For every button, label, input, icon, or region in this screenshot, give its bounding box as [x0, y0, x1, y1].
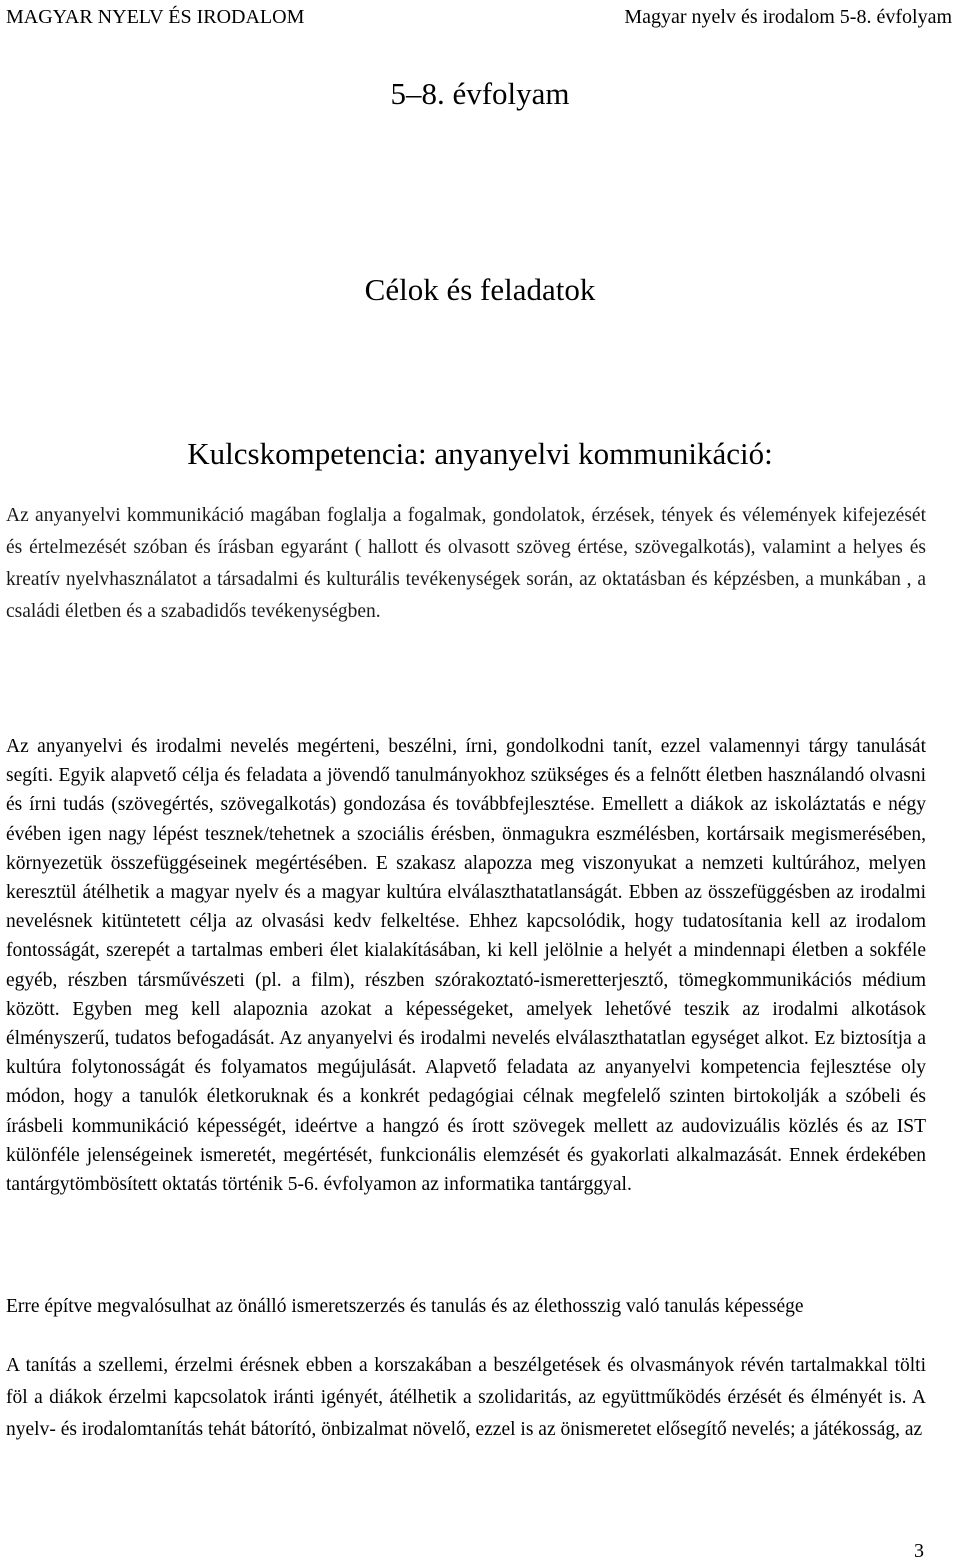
grade-heading: 5–8. évfolyam: [390, 76, 570, 111]
paragraph-teaching-emotional: A tanítás a szellemi, érzelmi érésnek ebben a korszakában a beszélgetések és olvasmányok révén tartalmakkal tölti föl a diákok érzelmi kapcsolatok iránti igényét, átélhetik a szolidaritás, az együttműködés érzését és élményét is. A nyelv- és irodalomtanítás tehát bátorító, önbizalmat növelő, ezzel is az önismeretet elősegítő nevelés; a játékosság, az: [6, 1355, 926, 1440]
competence-heading: Kulcskompetencia: anyanyelvi kommunikáció:: [187, 436, 773, 471]
paragraph-lifelong-learning: Erre építve megvalósulhat az önálló ismeretszerzés és tanulás és az élethosszig való tanulás képessége: [6, 1296, 804, 1317]
paragraph-communication-definition: Az anyanyelvi kommunikáció magában foglalja a fogalmak, gondolatok, érzések, tények és vélemények kifejezését és értelmezését szóban és írásban egyaránt ( hallott és olvasott szöveg értése, szövegalkotás), valamint a helyes és kreatív nyelvhasználatot a társadalmi és kulturális tevékenységek során, az oktatásban és képzésben, a munkában , a családi életben és a szabadidős tevékenységben.: [6, 505, 926, 622]
goals-heading: Célok és feladatok: [364, 272, 596, 307]
page-header: [6, 4, 952, 30]
page-number: 3: [914, 1540, 924, 1562]
header-subject-right: Magyar nyelv és irodalom 5-8. évfolyam: [624, 6, 952, 28]
header-subject-left: MAGYAR NYELV ÉS IRODALOM: [6, 6, 305, 28]
paragraph-education-goals: Az anyanyelvi és irodalmi nevelés megérteni, beszélni, írni, gondolkodni tanít, ezzel valamennyi tárgy tanulását segíti. Egyik alapvető célja és feladata a jövendő tanulmányokhoz szükséges és a felnőtt életben használandó olvasni és írni tudás (szövegértés, szövegalkotás) gondozása és továbbfejlesztése. Emellett a diákok az iskoláztatás e négy évében igen nagy lépést tesznek/tehetnek a szociális érésben, önmagukra eszmélésben, kortársaik megismerésében, környezetük összefüggéseinek megértésében. E szakasz alapozza meg viszonyukat a nemzeti kultúrához, melyen keresztül átélhetik a magyar nyelv és a magyar kultúra elválaszthatatlanságát. Ebben az összefüggésben az irodalmi nevelésnek kitüntetett célja az olvasási kedv felkeltése. Ehhez kapcsolódik, hogy tudatosítania kell az irodalom fontosságát, szerepét a tartalmas emberi élet kialakításában, ki kell jelölnie a helyét a mindennapi életben a sokféle egyéb, részben társművészeti (pl. a film), részben szórakoztató-ismeretterjesztő, tömegkommunikációs médium között. Egyben meg kell alapoznia azokat a képességeket, amelyek lehetővé teszik az irodalmi alkotások élményszerű, tudatos befogadását. Az anyanyelvi és irodalmi nevelés elválaszthatatlan egységet alkot. Ez biztosítja a kultúra folytonosságát és folyamatos megújulását. Alapvető feladata az anyanyelvi kompetencia fejlesztése oly módon, hogy a tanulók életkoruknak és a konkrét pedagógiai célnak megfelelő szinten birtokolják a szóbeli és írásbeli kommunikáció képességét, ideértve a hangzó és írott szövegek mellett az audovizuális közlés és az IST különféle jelenségeinek ismeretét, megértését, funkcionális elemzését és gyakorlati alkalmazását. Ennek érdekében tantárgytömbösített oktatás történik 5-6. évfolyamon az informatika tantárggyal.: [6, 736, 926, 1196]
